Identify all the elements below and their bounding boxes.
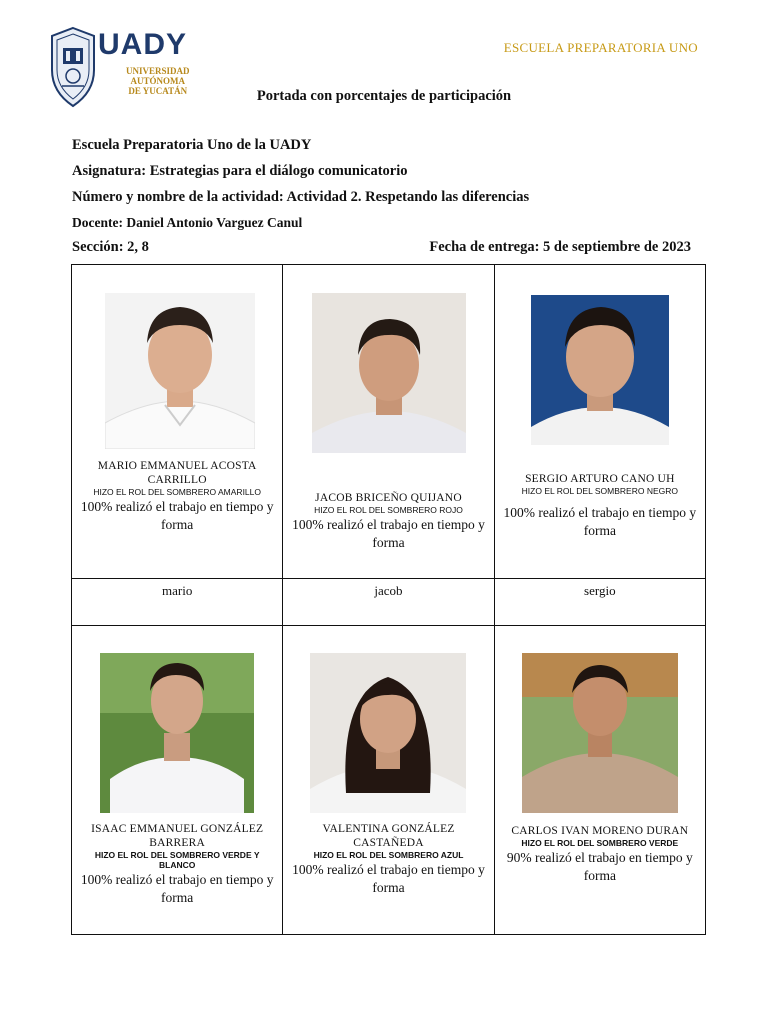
student-role: HIZO EL ROL DEL SOMBRERO ROJO bbox=[314, 505, 463, 515]
student-role-line2: BLANCO bbox=[158, 860, 196, 870]
student-photo-jacob bbox=[312, 293, 466, 453]
participation-text: 90% realizó el trabajo en tiempo y bbox=[506, 850, 693, 865]
info-teacher: Docente: Daniel Antonio Varguez Canul bbox=[72, 215, 303, 230]
student-name: ISAAC EMMANUEL GONZÁLEZ bbox=[91, 823, 264, 835]
student-name: VALENTINA GONZÁLEZ bbox=[322, 823, 455, 835]
student-name-line2: CASTAÑEDA bbox=[353, 837, 424, 849]
student-role: HIZO EL ROL DEL SOMBRERO NEGRO bbox=[521, 486, 678, 496]
student-role: HIZO EL ROL DEL SOMBRERO VERDE Y bbox=[94, 850, 260, 860]
student-cell bbox=[494, 265, 705, 579]
student-photo-carlos bbox=[522, 653, 678, 813]
info-section: Sección: 2, 8 bbox=[72, 239, 149, 255]
student-role: HIZO EL ROL DEL SOMBRERO AZUL bbox=[313, 850, 464, 860]
school-header: ESCUELA PREPARATORIA UNO bbox=[503, 40, 698, 55]
page-title: Portada con porcentajes de participación bbox=[256, 88, 512, 104]
participation-text-line2: forma bbox=[372, 880, 405, 895]
info-activity: Número y nombre de la actividad: Actividad 2. Respetando las diferencias bbox=[72, 189, 530, 205]
participation-text-line2: forma bbox=[161, 517, 194, 532]
student-photo-mario bbox=[105, 293, 255, 449]
participation-text-line2: forma bbox=[583, 868, 616, 883]
student-nickname: mario bbox=[162, 583, 193, 598]
participation-text: 100% realizó el trabajo en tiempo y bbox=[80, 499, 274, 514]
student-name: JACOB BRICEÑO QUIJANO bbox=[315, 492, 462, 504]
student-photo-sergio bbox=[531, 295, 669, 445]
nickname-cell bbox=[494, 579, 705, 626]
student-name: MARIO EMMANUEL ACOSTA bbox=[97, 460, 257, 472]
student-nickname: jacob bbox=[374, 583, 403, 598]
info-subject: Asignatura: Estrategias para el diálogo comunicatorio bbox=[72, 163, 408, 179]
participation-text-line2: forma bbox=[161, 890, 194, 905]
student-role: HIZO EL ROL DEL SOMBRERO VERDE bbox=[521, 838, 679, 848]
nickname-cell bbox=[283, 579, 494, 626]
student-cell bbox=[283, 265, 494, 579]
nickname-cell bbox=[72, 579, 283, 626]
student-cell bbox=[494, 626, 705, 935]
info-date: Fecha de entrega: 5 de septiembre de 2023 bbox=[429, 239, 691, 255]
student-photo-valentina bbox=[310, 653, 466, 813]
student-cell bbox=[72, 265, 283, 579]
student-photo-isaac bbox=[100, 653, 254, 813]
participation-text-line2: forma bbox=[372, 535, 405, 550]
participation-text: 100% realizó el trabajo en tiempo y bbox=[80, 872, 274, 887]
participation-text: 100% realizó el trabajo en tiempo y bbox=[292, 517, 485, 532]
student-cell bbox=[283, 626, 494, 935]
student-cell bbox=[72, 626, 283, 935]
participation-text: 100% realizó el trabajo en tiempo y bbox=[292, 862, 485, 877]
participation-text: 100% realizó el trabajo en tiempo y bbox=[503, 505, 697, 520]
student-name: CARLOS IVAN MORENO DURAN bbox=[511, 825, 689, 837]
students-table bbox=[71, 264, 706, 935]
student-name: SERGIO ARTURO CANO UH bbox=[525, 473, 675, 485]
student-name-line2: CARRILLO bbox=[147, 474, 207, 486]
info-school: Escuela Preparatoria Uno de la UADY bbox=[72, 137, 312, 153]
student-name-line2: BARRERA bbox=[149, 837, 206, 849]
student-nickname: sergio bbox=[584, 583, 616, 598]
logo-word: UADY bbox=[98, 28, 188, 61]
student-role: HIZO EL ROL DEL SOMBRERO AMARILLO bbox=[93, 487, 261, 497]
participation-text-line2: forma bbox=[583, 523, 616, 538]
logo-subtitle: UNIVERSIDAD AUTÓNOMA DE YUCATÁN bbox=[126, 66, 190, 96]
